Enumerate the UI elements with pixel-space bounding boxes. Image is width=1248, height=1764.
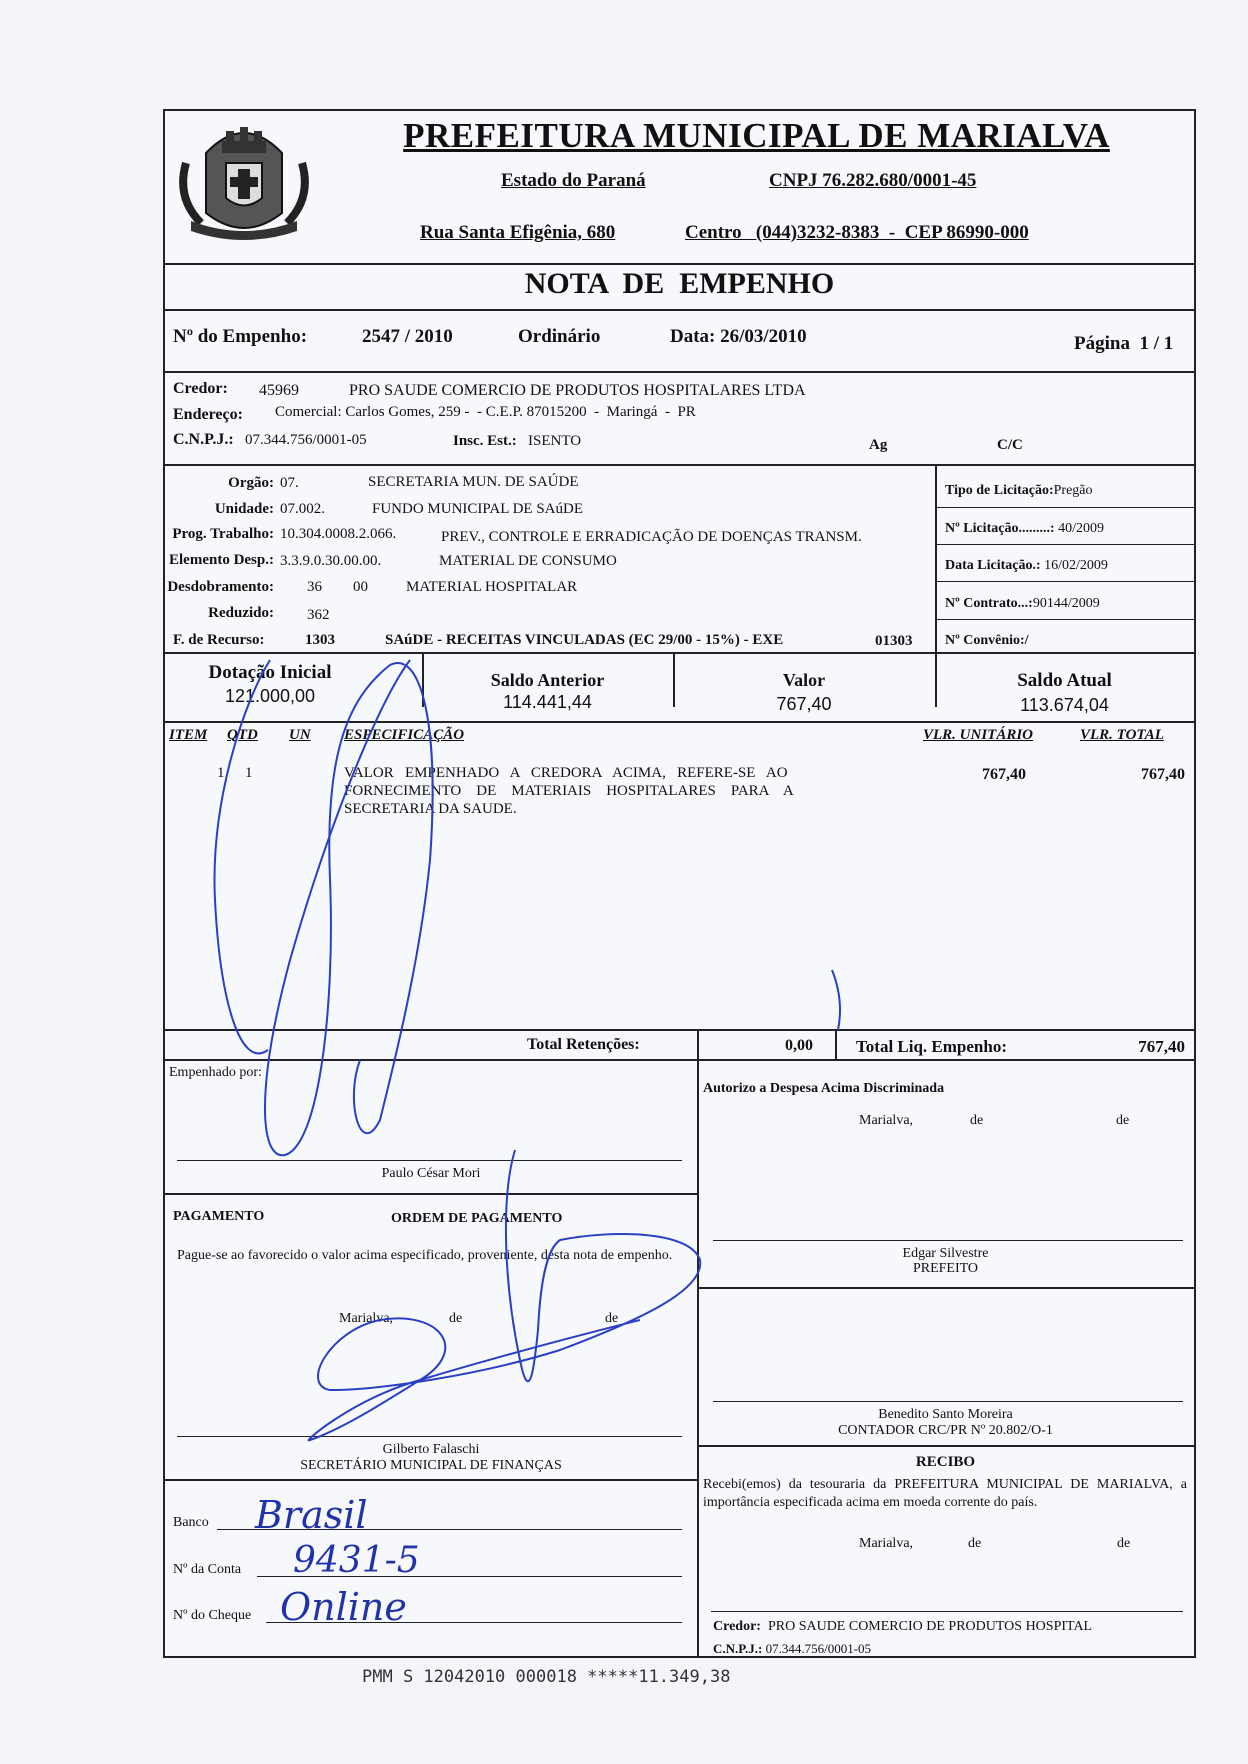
credor-label: Credor: — [173, 380, 228, 397]
contrato-number: Nº Contrato...:90144/2009 — [945, 596, 1100, 611]
empenhado-name: Paulo César Mori — [381, 1166, 481, 1181]
credor-name: PRO SAUDE COMERCIO DE PRODUTOS HOSPITALARES LTDA — [349, 382, 806, 399]
orgao-label: Orgão: — [228, 475, 274, 491]
pagamento-label: PAGAMENTO — [173, 1209, 265, 1224]
liq-value: 767,40 — [1138, 1037, 1185, 1056]
financas-name: Gilberto Falaschi — [382, 1442, 480, 1457]
recibo-label: RECIBO — [915, 1454, 976, 1470]
dotacao-value: 121.000,00 — [224, 686, 316, 706]
empenho-number-label: Nº do Empenho: — [173, 326, 308, 347]
recibo-city: Marialva, — [859, 1536, 914, 1551]
pagamento-text: Pague-se ao favorecido o valor acima especificado, proveniente, desta nota de empenho. — [177, 1248, 673, 1263]
autorizo-de-1: de — [970, 1113, 984, 1128]
conta-label: Nº da Conta — [173, 1562, 242, 1577]
insc-label: Insc. Est.: — [453, 433, 517, 449]
contador-name: Benedito Santo Moreira — [878, 1407, 1013, 1422]
agency-label: Ag — [869, 437, 888, 453]
reduzido-label: Reduzido: — [208, 605, 274, 621]
state-name: Estado do Paraná — [501, 170, 646, 191]
page-number: Página 1 / 1 — [1074, 333, 1174, 354]
document-title: NOTA DE EMPENHO — [524, 267, 835, 300]
reduzido-value: 362 — [307, 607, 330, 623]
elemento-name: MATERIAL DE CONSUMO — [439, 553, 617, 569]
retencoes-label: Total Retenções: — [527, 1036, 640, 1053]
dotacao-label: Dotação Inicial — [208, 662, 332, 683]
item-desc-line-3: SECRETARIA DA SAUDE. — [344, 801, 517, 817]
address-label: Endereço: — [173, 406, 243, 423]
pagamento-de-2: de — [605, 1311, 619, 1326]
banco-label: Banco — [173, 1515, 209, 1530]
desdobramento-label: Desdobramento: — [167, 579, 274, 595]
empenho-type: Ordinário — [518, 326, 601, 347]
saldo-atual-label: Saldo Atual — [1017, 670, 1112, 691]
valor-value: 767,40 — [776, 694, 832, 714]
saldo-anterior-value: 114.441,44 — [503, 692, 592, 712]
recurso-code-full: 01303 — [875, 633, 913, 649]
autorizo-label: Autorizo a Despesa Acima Discriminada — [703, 1081, 945, 1096]
autorizo-de-2: de — [1116, 1113, 1130, 1128]
recurso-name: SAúDE - RECEITAS VINCULADAS (EC 29/00 - 15%) - EXE — [385, 632, 784, 648]
account-label: C/C — [997, 437, 1023, 453]
recibo-text: Recebi(emos) da tesouraria da PREFEITURA MUNICIPAL DE MARIALVA, a importância especificada acima em moeda corrente do país. — [703, 1477, 1187, 1510]
item-number: 1 — [217, 765, 225, 781]
liq-label: Total Liq. Empenho: — [856, 1037, 1007, 1056]
prog-code: 10.304.0008.2.066. — [280, 526, 397, 542]
cheque-label: Nº do Cheque — [173, 1608, 252, 1623]
credor-code: 45969 — [259, 382, 299, 399]
recibo-de-1: de — [968, 1536, 982, 1551]
item-desc-line-2: FORNECIMENTO DE MATERIAIS HOSPITALARES PARA A — [344, 783, 794, 799]
ordem-pagamento-label: ORDEM DE PAGAMENTO — [391, 1211, 563, 1226]
recibo-de-2: de — [1117, 1536, 1131, 1551]
col-vlr-total: VLR. TOTAL — [1080, 727, 1164, 743]
desdobramento-code-b: 00 — [353, 579, 368, 595]
recibo-credor: Credor: PRO SAUDE COMERCIO DE PRODUTOS HOSPITAL — [713, 1619, 1093, 1634]
recurso-code: 1303 — [305, 632, 335, 648]
valor-label: Valor — [782, 670, 826, 690]
pagamento-de-1: de — [449, 1311, 463, 1326]
orgao-code: 07. — [280, 475, 299, 491]
prog-label: Prog. Trabalho: — [172, 526, 274, 542]
col-un: UN — [289, 727, 311, 743]
prefeito-name: Edgar Silvestre — [902, 1246, 989, 1261]
licitacao-tipo: Tipo de Licitação:Pregão — [945, 483, 1093, 498]
saldo-anterior-label: Saldo Anterior — [490, 670, 605, 690]
col-especificacao: ESPECIFICAÇÃO — [344, 727, 465, 743]
financas-role: SECRETÁRIO MUNICIPAL DE FINANÇAS — [300, 1458, 562, 1473]
prefeito-role: PREFEITO — [912, 1261, 979, 1276]
empenho-date: Data: 26/03/2010 — [670, 326, 807, 347]
retencoes-value: 0,00 — [785, 1037, 813, 1054]
municipality-cnpj: CNPJ 76.282.680/0001-45 — [769, 170, 977, 191]
pagamento-city: Marialva, — [339, 1311, 394, 1326]
elemento-label: Elemento Desp.: — [169, 552, 274, 568]
col-vlr-unitario: VLR. UNITÁRIO — [923, 727, 1034, 743]
credor-cnpj-label: C.N.P.J.: — [173, 431, 234, 448]
insc-value: ISENTO — [528, 433, 582, 449]
banco-value: Brasil — [255, 1493, 368, 1537]
conta-value: 9431-5 — [293, 1540, 420, 1581]
saldo-atual-value: 113.674,04 — [1020, 695, 1109, 715]
licitacao-date: Data Licitação.: 16/02/2009 — [945, 558, 1108, 573]
licitacao-number: Nº Licitação.........: 40/2009 — [945, 521, 1104, 536]
municipality-title: PREFEITURA MUNICIPAL DE MARIALVA — [403, 116, 1110, 155]
desdobramento-code-a: 36 — [307, 579, 322, 595]
elemento-code: 3.3.9.0.30.00.00. — [280, 553, 382, 569]
unidade-label: Unidade: — [214, 501, 274, 517]
col-qtd: QTD — [227, 727, 258, 743]
item-desc-line-1: VALOR EMPENHADO A CREDORA ACIMA, REFERE-SE AO — [344, 765, 788, 781]
unidade-code: 07.002. — [280, 501, 325, 517]
document-page — [163, 109, 1196, 1658]
address-contact: Centro (044)3232-8383 - CEP 86990-000 — [685, 222, 1029, 243]
credor-cnpj: 07.344.756/0001-05 — [245, 432, 367, 448]
street-address: Rua Santa Efigênia, 680 — [420, 222, 616, 243]
col-item: ITEM — [169, 727, 208, 743]
item-total-value: 767,40 — [1141, 766, 1185, 783]
item-qty: 1 — [245, 765, 253, 781]
orgao-name: SECRETARIA MUN. DE SAÚDE — [368, 474, 579, 490]
credor-address: Comercial: Carlos Gomes, 259 - - C.E.P. 87015200 - Maringá - PR — [275, 404, 696, 420]
unidade-name: FUNDO MUNICIPAL DE SAúDE — [372, 501, 583, 517]
cashier-stamp: PMM S 12042010 000018 *****11.349,38 — [362, 1667, 731, 1687]
empenhado-label: Empenhado por: — [169, 1065, 262, 1080]
item-unit-value: 767,40 — [982, 766, 1026, 783]
recibo-cnpj: C.N.P.J.: 07.344.756/0001-05 — [713, 1641, 872, 1656]
contador-role: CONTADOR CRC/PR Nº 20.802/O-1 — [838, 1423, 1053, 1438]
cheque-value: Online — [280, 1585, 407, 1629]
recurso-label: F. de Recurso: — [173, 632, 265, 648]
convenio: Nº Convênio:/ — [945, 633, 1029, 648]
prog-name: PREV., CONTROLE E ERRADICAÇÃO DE DOENÇAS TRANSM. — [441, 529, 862, 545]
autorizo-city: Marialva, — [859, 1113, 914, 1128]
empenho-number: 2547 / 2010 — [362, 326, 453, 347]
desdobramento-name: MATERIAL HOSPITALAR — [406, 579, 578, 595]
